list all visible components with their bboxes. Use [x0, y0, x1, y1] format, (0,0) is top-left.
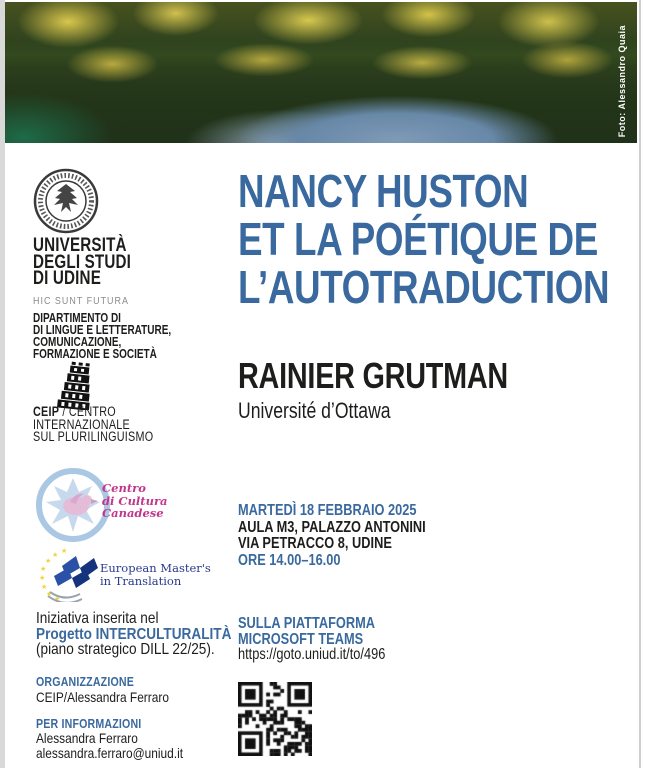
svg-text:★: ★: [40, 565, 47, 573]
event-title-line: L’AUTOTRADUCTION: [238, 261, 610, 313]
event-date: MARTEDÌ 18 FEBBRAIO 2025: [238, 502, 417, 519]
department-line: COMUNICAZIONE,: [33, 335, 122, 349]
platform-url[interactable]: https://goto.uniud.it/to/496: [238, 646, 386, 663]
ceip-rest: / CENTRO: [59, 404, 116, 419]
ceip-name-line: SUL PLURILINGUISMO: [33, 429, 154, 444]
speaker-affiliation: Université d’Ottawa: [238, 398, 391, 423]
university-name-line: DI UDINE: [33, 268, 101, 289]
ceip-acronym: CEIP: [33, 404, 60, 419]
department-name: [33, 312, 171, 360]
university-name: [33, 235, 132, 289]
contact-name: Alessandra Ferraro: [36, 730, 138, 746]
speaker-name: RAINIER GRUTMAN: [238, 355, 508, 396]
ccc-name: [102, 482, 167, 520]
ccc-name-line: Canadese: [102, 506, 164, 520]
event-title: [238, 167, 609, 311]
initiative-note: [36, 611, 231, 658]
ceip-name: [33, 406, 153, 444]
emt-name-line: European Master's: [100, 561, 211, 575]
department-line: FORMAZIONE E SOCIETÀ: [33, 347, 157, 361]
university-name-line: DEGLI STUDI: [33, 251, 132, 273]
initiative-project: Progetto INTERCULTURALITÀ: [36, 625, 232, 643]
svg-text:★: ★: [39, 574, 46, 582]
svg-text:★: ★: [41, 583, 48, 591]
svg-text:★: ★: [54, 595, 61, 602]
platform-heading-line: SULLA PIATTAFORMA: [238, 615, 375, 632]
contact-block: [36, 731, 183, 760]
event-venue: AULA M3, PALAZZO ANTONINI: [238, 518, 426, 536]
svg-text:★: ★: [52, 551, 59, 559]
ccc-name-line: di Cultura: [102, 493, 168, 508]
university-seal-icon: [33, 168, 99, 234]
university-motto: HIC SUNT FUTURA: [33, 295, 129, 307]
organization-value: CEIP/Alessandra Ferraro: [36, 689, 169, 705]
initiative-line: (piano strategico DILL 22/25).: [36, 641, 215, 658]
event-time: ORE 14.00–16.00: [238, 551, 341, 569]
department-line: DIPARTIMENTO DI: [33, 311, 121, 325]
department-line: DI LINGUE E LETTERATURE,: [33, 323, 172, 337]
svg-text:★: ★: [46, 590, 53, 598]
platform-heading-line: MICROSOFT TEAMS: [238, 630, 364, 648]
emt-name: [100, 562, 211, 588]
contact-heading: PER INFORMAZIONI: [36, 717, 142, 731]
emt-logo-icon: [36, 546, 98, 602]
event-address: VIA PETRACCO 8, UDINE: [238, 535, 392, 552]
event-details: [238, 503, 426, 569]
ccc-name-line: Centro: [102, 481, 146, 495]
open-books-icon: [54, 556, 98, 588]
ceip-name-line: INTERNAZIONALE: [33, 416, 130, 432]
page-right-edge: [639, 0, 641, 768]
qr-code: [238, 682, 312, 756]
emt-name-line: in Translation: [100, 574, 182, 588]
platform-block: [238, 616, 385, 663]
header-photo: [5, 2, 637, 143]
event-title-line: NANCY HUSTON: [238, 165, 529, 217]
contact-email[interactable]: alessandra.ferraro@uniud.it: [36, 744, 184, 761]
organization-heading: ORGANIZZAZIONE: [36, 675, 135, 689]
ceip-tower-icon: [55, 358, 95, 410]
initiative-line: Iniziativa inserita nel: [36, 610, 159, 627]
photo-credit: Foto: Alessandro Quaia: [617, 24, 627, 137]
svg-text:★: ★: [45, 557, 52, 565]
svg-text:★: ★: [61, 547, 68, 555]
ccc-logo-icon: [34, 466, 112, 544]
university-name-line: UNIVERSITÀ: [33, 235, 127, 256]
event-title-line: ET LA POÉTIQUE DE: [238, 213, 598, 265]
